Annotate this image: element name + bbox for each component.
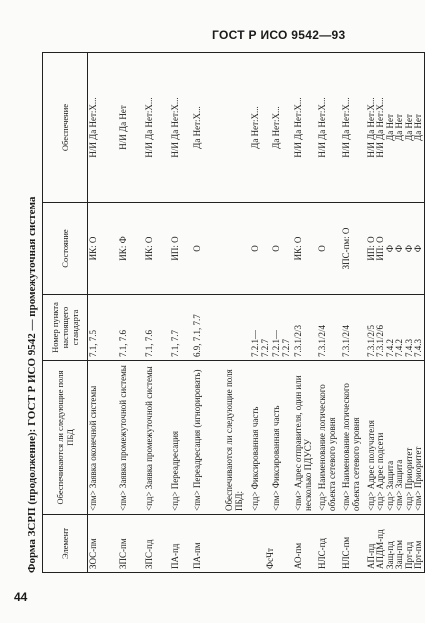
cell-support: Да Нет:Х... [192,53,218,203]
cell-fields: <пм> Переадресация (игнорировать) [192,361,218,515]
cell-support: Н/И Да Нет:Х... Н/И Да Нет:Х... Да Нет Да Нет Да Нет Да Нет [364,53,425,203]
form-title: Форма ЗСРП (продолжение): ГОСТ Р ИСО 9542 — промежуточная система [26,196,38,573]
subheading: Обеспечиваются ли следующие поля ПБД: [218,361,249,515]
cell-clause: 7.1, 7.6 [118,295,144,361]
table-row [192,53,218,573]
running-head: ГОСТ Р ИСО 9542—93 [212,28,346,42]
cell-clause: 6.9, 7.1, 7.7 [192,295,218,361]
col-status-header: Состояние [43,203,88,295]
cell-status: О О [249,203,292,295]
cell-status: О [316,203,340,295]
cell-support: Н/И Да Нет:Х... [88,53,118,203]
cell-clause: 7.3.1/2/4 [340,295,364,361]
cell-element: ЗПС-пд [144,515,170,573]
subheading-row [218,53,249,573]
cell-element: НЛС-пм [340,515,364,573]
cell-element: ЗПС-пм [118,515,144,573]
cell-status: ИК: О [88,203,118,295]
cell-fields: <пм> Наименование логического объекта сетевого уровня [340,361,364,515]
table-row [316,53,340,573]
cell-fields: <пм> Адрес отправителя, один или несколько ПДУСУ [292,361,316,515]
cell-clause: 7.3.1/2/5 7.3.1/2/6 7.4.2 7.4.2 7.4.3 7.4.3 [364,295,425,361]
cell-fields: <пд> Заявка промежуточной системы [144,361,170,515]
cell-status: ИК: О [292,203,316,295]
cell-status: ИП: О [170,203,192,295]
cell-fields: <пм> Заявка промежуточной системы [118,361,144,515]
cell-status: ИК: О [144,203,170,295]
cell-clause: 7.1, 7.5 [88,295,118,361]
col-element-header: Элемент [43,515,88,573]
cell-support: Н/И Да Нет [118,53,144,203]
cell-element: АО-пм [292,515,316,573]
cell-element: ФсЧт [249,515,292,573]
cell-support: Н/И Да Нет:Х... [316,53,340,203]
table-row [364,53,425,573]
cell-element: АП-пд АПДМ-пд Защ-пд Защ-пм Прт-пд Прт-пм [364,515,425,573]
cell-status: ИК: Ф [118,203,144,295]
cell-support: Н/И Да Нет:Х... [292,53,316,203]
table-row [170,53,192,573]
cell-clause: 7.3.1/2/3 [292,295,316,361]
cell-status: ИП: О ИП: О Ф Ф Ф Ф [364,203,425,295]
table-row [144,53,170,573]
cell-fields: <пд> Фиксированная часть <пм> Фиксированная часть [249,361,292,515]
table-row [118,53,144,573]
cell-support: Н/И Да Нет:Х... [340,53,364,203]
cell-fields: <пм> Заявка оконечной системы [88,361,118,515]
pics-table [42,52,425,573]
cell-element: ПА-пм [192,515,218,573]
cell-clause: 7.1, 7.7 [170,295,192,361]
table-row [340,53,364,573]
rotated-form [25,53,423,573]
table-row [249,53,292,573]
cell-element: ЗОС-пм [88,515,118,573]
cell-element: ПА-пд [170,515,192,573]
col-support-header: Обеспечение [43,53,88,203]
cell-status: ЗПС-пм: О [340,203,364,295]
cell-clause: 7.3.1/2/4 [316,295,340,361]
col-fields-header: Обеспечиваются ли следующие поля ПБД [43,361,88,515]
cell-fields: <пд> Адрес получателя <пд> Адрес подсети <пд> Защита <пм> Защита <пд> Приоритет <пм> Приоритет [364,361,425,515]
cell-status: О [192,203,218,295]
cell-support: Н/И Да Нет:Х... [170,53,192,203]
cell-fields: <пд> Наименование логического объекта сетевого уровня [316,361,340,515]
table-header-row [43,53,88,573]
cell-element: НЛС-пд [316,515,340,573]
cell-clause: 7.2.1— 7.2.7 7.2.1— 7.2.7 [249,295,292,361]
cell-support: Да Нет:Х... Да Нет:Х... [249,53,292,203]
table-row [292,53,316,573]
cell-clause: 7.1, 7.6 [144,295,170,361]
page-number: 44 [14,590,28,604]
cell-fields: <пд> Переадресация [170,361,192,515]
cell-support: Н/И Да Нет:Х... [144,53,170,203]
col-clause-header: Номер пункта настоящего стандарта [43,295,88,361]
table-row [88,53,118,573]
